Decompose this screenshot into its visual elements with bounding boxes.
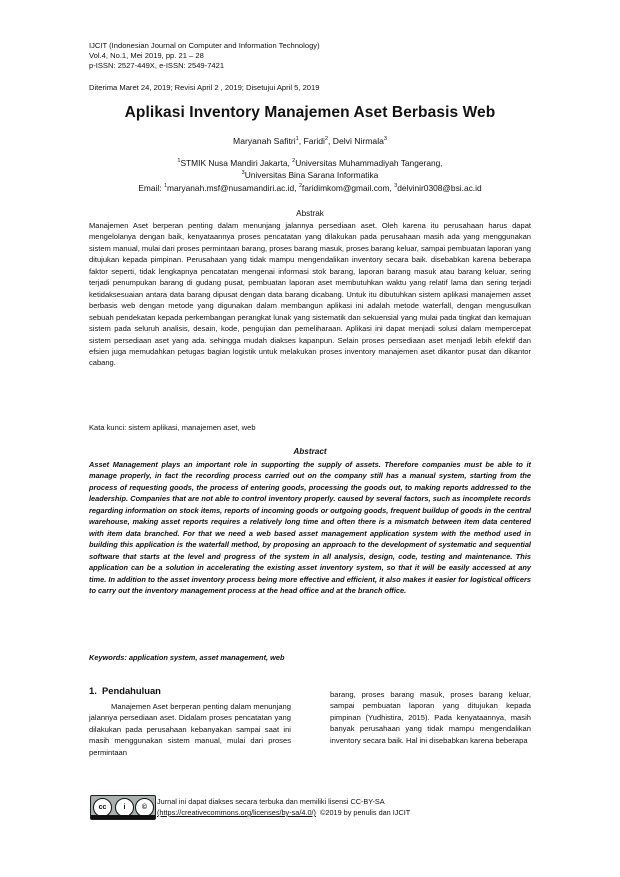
section-number: 1.	[89, 685, 97, 696]
sa-icon: ©	[135, 798, 154, 817]
intro-left-column: Manajemen Aset berperan penting dalam menunjang jalannya persediaan aset. Didalam proses pencatatan yang dilakukan pada perusahaan kebanyakan sampai saat ini masih menggunakan sistem manual, mulai dari proses permintaan	[89, 702, 291, 757]
author-2: , Faridi	[298, 136, 325, 146]
author-1-sup: 1	[295, 136, 299, 143]
journal-issn: p-ISSN: 2527-449X, e-ISSN: 2549-7421	[89, 61, 225, 70]
email1-sup: 1	[163, 183, 167, 190]
email-3[interactable]: delvinir0308@bsi.ac.id	[397, 183, 482, 193]
email-label: Email:	[138, 183, 162, 193]
affiliation-line-1	[0, 158, 620, 168]
affiliation-line-2	[0, 170, 620, 180]
copyright-text: ©2019 by penulis dan IJCIT	[320, 808, 411, 817]
email-line	[0, 183, 620, 193]
by-icon: i	[115, 798, 134, 817]
journal-name: IJCIT (Indonesian Journal on Computer and Information Technology)	[89, 41, 320, 50]
license-link[interactable]: (https://creativecommons.org/licenses/by-sa/4.0/)	[157, 808, 316, 817]
badge-strip	[91, 815, 155, 819]
abstrak-body: Manajemen Aset berperan penting dalam menunjang jalannya persediaan aset. Oleh karena itu perusahaan harus dapat mengelolanya dengan baik, kenyataannya proses pencatatan yang dilakukan pada perusahaan masih ada yang menggunakan sistem manual, mulai dari proses permintaan barang, proses barang masuk, proses barang keluar, sampai pembuatan laporan yang ditujukan kepada pimpinan. Perusahaan yang tidak mampu mengendalikan inventory secara baik. disebabkan karena beberapa faktor seperti, tidak lengkapnya pencatatan mengenai informasi stok barang, laporan barang masuk atau barang keluar, sering terjadi penumpukan barang di gudang pusat, pembuatan laporan aset membutuhkan waktu yang relatif lama dan sering terjadi ketidaksesuaian antara data barang dipusat dengan data barang dicabang. Untuk itu dibutuhkan sistem aplikasi manajemen asset berbasis web dengan metode yang digunakan dalam membangun aplikasi ini adalah metode waterfall, dengan mengusulkan sebuah pendekatan kepada perkembangan perangkat lunak yang sistematik dan sekuensial yang mulai pada tingkat dan kemajuan sistem pada seluruh analisis, desain, kode, pengujian dan pemeliharaan. Aplikasi ini dapat menjadi solusi dalam mempercepat sistem persediaan aset yang ada. sehingga mudah diakses kapanpun. Selain proses persediaan aset menjadi lebih efektif dan efsien juga memudahkan petugas bagian logistik untuk melakukan proses inventory manajemen aset dikantor pusat dan dikantor cabang.	[89, 221, 531, 368]
author-1: Maryanah Safitri	[233, 136, 296, 146]
cc-icon: cc	[93, 798, 112, 817]
abstract-keywords: Keywords: application system, asset management, web	[89, 653, 285, 662]
cc-by-sa-badge[interactable]	[90, 795, 156, 820]
email3-sup: 3	[394, 183, 398, 190]
abstract-heading: Abstract	[293, 447, 327, 456]
license-statement: Jurnal ini dapat diakses secara terbuka dan memiliki lisensi CC-BY-SA	[157, 797, 385, 806]
abstrak-heading: Abstrak	[296, 209, 324, 218]
aff2-sup: 2	[292, 158, 296, 165]
section-heading-introduction	[89, 685, 161, 696]
paper-title: Aplikasi Inventory Manajemen Aset Berbasis Web	[124, 104, 496, 121]
email2-sup: 2	[298, 183, 302, 190]
aff3-sup: 3	[241, 170, 245, 177]
abstrak-keywords: Kata kunci: sistem aplikasi, manajemen aset, web	[89, 423, 256, 432]
intro-right-column: barang, proses barang masuk, proses barang keluar, sampai pembuatan laporan yang ditujukan kepada pimpinan (Yudhistira, 2015). Pada kenyataannya, masih banyak perusahaan yang tidak mampu mengendalikan inventory secara baik. Hal ini disebabkan karena beberapa	[330, 690, 531, 745]
email-1[interactable]: maryanah.msf@nusamandiri.ac.id,	[167, 183, 297, 193]
affiliation-3: Universitas Bina Sarana Informatika	[244, 170, 379, 180]
section-title: Pendahuluan	[102, 685, 161, 696]
affiliation-1: STMIK Nusa Mandiri Jakarta,	[180, 158, 290, 168]
submission-dates: Diterima Maret 24, 2019; Revisi April 2 , 2019; Disetujui April 5, 2019	[89, 83, 320, 92]
journal-volume: Vol.4, No.1, Mei 2019, pp. 21 – 28	[89, 51, 204, 60]
author-3-sup: 3	[383, 136, 387, 143]
abstract-body: Asset Management plays an important role in supporting the supply of assets. Therefore companies must be able to it manage properly, in fact the recording process carried out on the company still has a manual system, starting from the process of requesting goods, the process of entering goods, processing the goods out, to making reports addressed to the leadership. Companies that are not able to control inventory properly. caused by several factors, such as incomplete records regarding information on stock items, reports of incoming goods or outgoing goods, frequent buildup of goods in the central warehouse, making asset reports requires a relatively long time and often there is a mismatch between item data centered with item data branched. For that we need a web based asset management application system with the method used in building this application is the waterfall method, by proposing an approach to the development of systematic and sequential software that starts at the level and progress of the system in all analysis, design, code, testing and maintenance. This application can be a solution in accelerating the existing asset inventory system, so that it will be easily accessed at any time. In addition to the asset inventory process being more effective and efficient, it also makes it easier for logistical officers to carry out the inventory management process at the head office and at the branch office.	[89, 460, 531, 595]
author-2-sup: 2	[324, 136, 329, 143]
aff1-sup: 1	[177, 158, 181, 165]
license-line-2	[157, 808, 410, 817]
affiliation-2: Universitas Muhammadiyah Tangerang,	[295, 158, 443, 168]
email-2[interactable]: faridimkom@gmail.com,	[301, 183, 392, 193]
author-3: , Delvi Nirmala	[328, 136, 384, 146]
author-list	[0, 136, 620, 146]
